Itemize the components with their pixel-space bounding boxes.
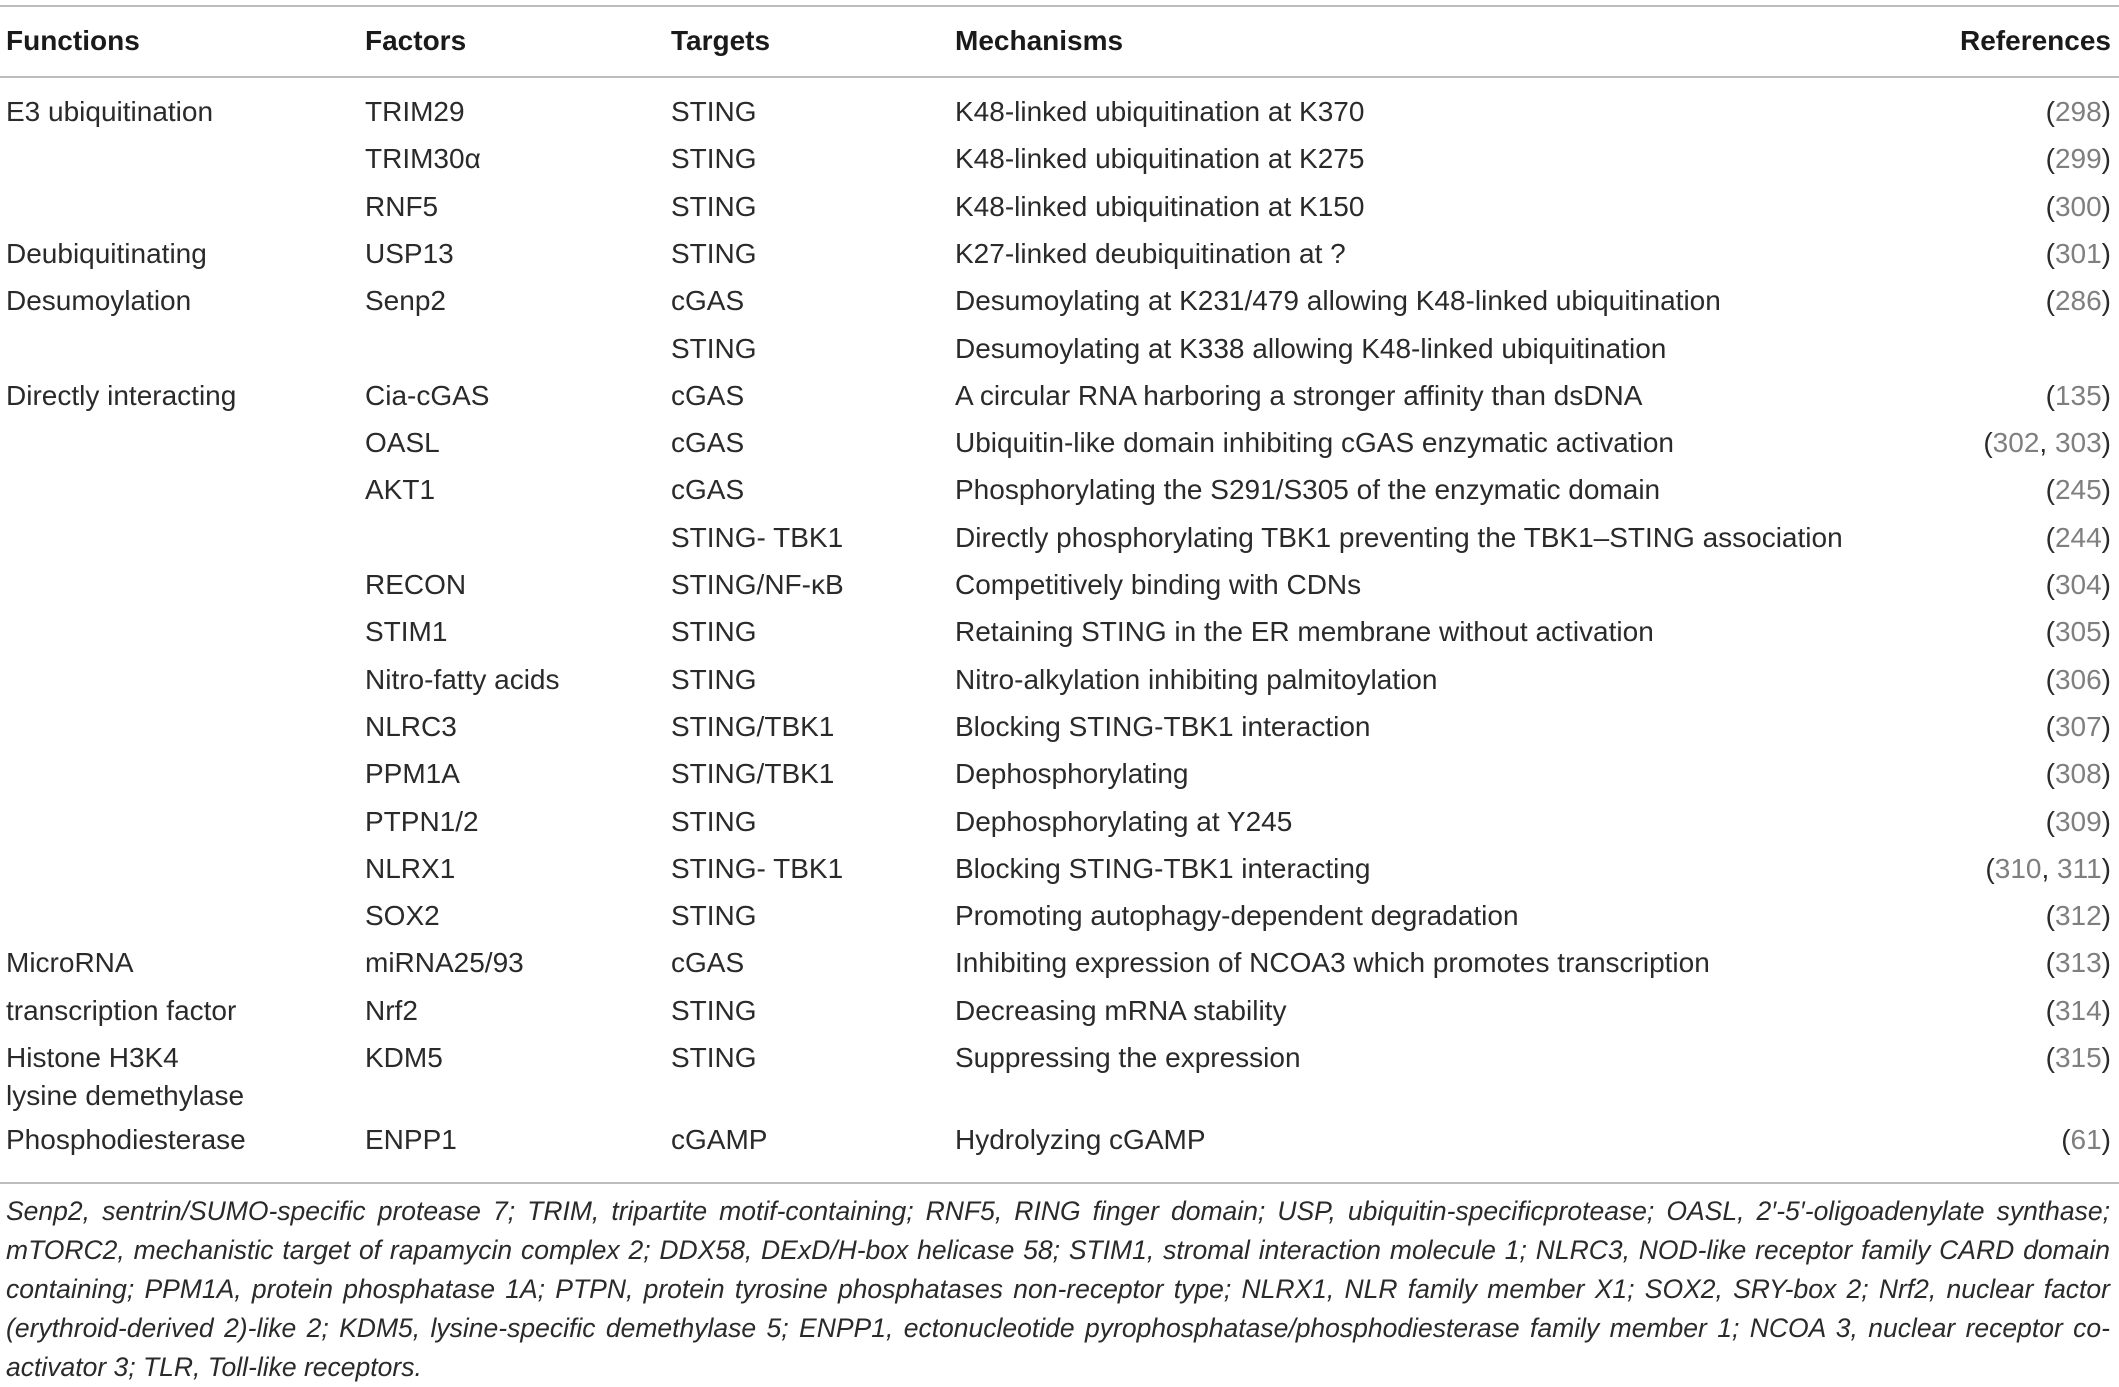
reference-link[interactable]: 286 bbox=[2054, 285, 2102, 317]
reference-paren: ( bbox=[2045, 569, 2055, 600]
mechanism-cell: Inhibiting expression of NCOA3 which promotes transcription bbox=[955, 947, 1710, 979]
mechanism-cell: Phosphorylating the S291/S305 of the enzymatic domain bbox=[955, 474, 1661, 506]
reference-link[interactable]: 245 bbox=[2054, 474, 2102, 506]
reference-paren: ) bbox=[2101, 285, 2111, 317]
reference-paren: ) bbox=[2101, 96, 2111, 127]
reference-paren: ) bbox=[2101, 143, 2111, 175]
header-targets: Targets bbox=[671, 25, 771, 56]
table-footnote: Senp2, sentrin/SUMO-specific protease 7; TRIM, tripartite motif-containing; RNF5, RING finger domain; USP, ubiquitin-specificprotease; OASL, 2′-5′-oligoadenylate synthase; mTORC2, mechanistic target of rapamycin complex 2; DDX58, DExD/H-box helicase 58; STIM1, stromal interaction molecule 1; NLRC3, NOD-like receptor family CARD domain containing; PPM1A, protein phosphatase 1A; PTPN, protein tyrosine phosphatases non-receptor type; NLRX1, NLR family member X1; SOX2, SRY-box 2; Nrf2, nuclear factor (erythroid-derived 2)-like 2; KDM5, lysine-specific demethylase 5; ENPP1, ectonucleotide pyrophosphatase/phosphodiesterase family member 1; NCOA 3, nuclear receptor co-activator 3; TLR, Toll-like receptors. bbox=[6, 1196, 2110, 1382]
reference-link[interactable]: 300 bbox=[2054, 190, 2102, 222]
reference-paren: ) bbox=[2101, 1042, 2111, 1073]
reference-paren: ( bbox=[1983, 427, 1993, 459]
factor-cell: RNF5 bbox=[365, 190, 439, 222]
header-mechanisms: Mechanisms bbox=[955, 25, 1124, 56]
reference-paren: ( bbox=[2045, 663, 2055, 695]
reference-paren: ) bbox=[2101, 994, 2111, 1026]
mechanism-cell: Promoting autophagy-dependent degradation bbox=[955, 900, 1519, 932]
function-text: MicroRNA bbox=[6, 947, 134, 979]
reference-link[interactable]: 135 bbox=[2054, 379, 2102, 411]
function-text: E3 ubiquitination bbox=[6, 96, 214, 127]
reference-paren: ) bbox=[2101, 616, 2111, 648]
target-cell: STING bbox=[671, 994, 757, 1026]
top-rule bbox=[0, 5, 2119, 7]
reference-cell bbox=[1983, 424, 2111, 462]
mechanism-cell: Retaining STING in the ER membrane without activation bbox=[955, 616, 1654, 648]
factor-cell: STIM1 bbox=[365, 616, 448, 648]
factor-cell: USP13 bbox=[365, 237, 454, 269]
reference-separator: , bbox=[2041, 852, 2058, 884]
reference-paren: ) bbox=[2101, 900, 2111, 932]
factor-cell: OASL bbox=[365, 427, 440, 459]
factor-cell: KDM5 bbox=[365, 1042, 443, 1073]
target-cell: STING bbox=[671, 143, 757, 175]
function-cell bbox=[6, 282, 191, 320]
header-factors: Factors bbox=[365, 25, 467, 56]
target-cell: cGAS bbox=[671, 285, 745, 317]
mechanism-cell: Desumoylating at K338 allowing K48-linked ubiquitination bbox=[955, 332, 1667, 364]
reference-paren: ( bbox=[2045, 474, 2055, 506]
reference-paren: ) bbox=[2101, 190, 2111, 222]
reference-link[interactable]: 307 bbox=[2054, 710, 2102, 742]
reference-paren: ( bbox=[2045, 616, 2055, 648]
target-cell: STING bbox=[671, 900, 757, 932]
factor-cell: Senp2 bbox=[365, 285, 446, 317]
reference-paren: ( bbox=[2045, 237, 2055, 269]
function-text: Directly interacting bbox=[6, 379, 237, 411]
reference-link[interactable]: 309 bbox=[2054, 805, 2102, 837]
mechanism-cell: Directly phosphorylating TBK1 preventing the TBK1–STING association bbox=[955, 521, 1843, 553]
factor-cell: PTPN1/2 bbox=[365, 805, 479, 837]
factor-cell: PPM1A bbox=[365, 758, 460, 790]
reference-paren: ( bbox=[2045, 758, 2055, 790]
reference-cell bbox=[2046, 471, 2111, 509]
reference-paren: ( bbox=[2045, 994, 2055, 1026]
factor-cell: SOX2 bbox=[365, 900, 440, 932]
factor-cell: Nitro-fatty acids bbox=[365, 663, 560, 695]
reference-paren: ) bbox=[2101, 569, 2111, 600]
reference-cell bbox=[2046, 992, 2111, 1030]
mechanism-cell: K48-linked ubiquitination at K150 bbox=[955, 190, 1365, 222]
target-cell: STING bbox=[671, 96, 757, 127]
mechanism-cell: Hydrolyzing cGAMP bbox=[955, 1124, 1206, 1156]
reference-link[interactable]: 310 bbox=[1994, 852, 2042, 884]
mechanism-cell: Nitro-alkylation inhibiting palmitoylation bbox=[955, 663, 1438, 695]
reference-cell bbox=[2046, 897, 2111, 935]
reference-paren: ) bbox=[2101, 521, 2111, 553]
reference-cell bbox=[2061, 1121, 2111, 1159]
reference-cell bbox=[2046, 708, 2111, 746]
reference-link[interactable]: 313 bbox=[2054, 947, 2102, 979]
mechanism-cell: Dephosphorylating bbox=[955, 758, 1189, 790]
function-cell bbox=[6, 992, 236, 1030]
function-text-line2: lysine demethylase bbox=[6, 1080, 245, 1111]
target-cell: STING/NF-κB bbox=[671, 569, 844, 600]
target-cell: STING bbox=[671, 190, 757, 222]
reference-paren: ( bbox=[2045, 521, 2055, 553]
target-cell: cGAS bbox=[671, 474, 745, 506]
reference-cell bbox=[2046, 188, 2111, 226]
reference-separator: , bbox=[2039, 427, 2055, 459]
header-references: References bbox=[1960, 25, 2111, 56]
mechanism-cell: Desumoylating at K231/479 allowing K48-linked ubiquitination bbox=[955, 285, 1721, 317]
target-cell: STING/TBK1 bbox=[671, 758, 835, 790]
reference-paren: ) bbox=[2101, 947, 2111, 979]
target-cell: STING- TBK1 bbox=[671, 852, 844, 884]
reference-paren: ( bbox=[2045, 379, 2055, 411]
reference-cell bbox=[2046, 282, 2111, 320]
target-cell: cGAS bbox=[671, 379, 745, 411]
reference-link[interactable]: 61 bbox=[2070, 1124, 2102, 1156]
function-text: Phosphodiesterase bbox=[6, 1124, 246, 1156]
mechanism-cell: K27-linked deubiquitination at ? bbox=[955, 237, 1346, 269]
target-cell: STING- TBK1 bbox=[671, 521, 844, 553]
reference-paren: ) bbox=[2101, 663, 2111, 695]
reference-link[interactable]: 298 bbox=[2054, 96, 2102, 127]
reference-link[interactable]: 306 bbox=[2054, 663, 2102, 695]
reference-link[interactable]: 302 bbox=[1992, 427, 2040, 459]
reference-cell bbox=[2046, 377, 2111, 415]
factor-cell: NLRC3 bbox=[365, 710, 457, 742]
reference-paren: ) bbox=[2101, 237, 2111, 269]
reference-paren: ) bbox=[2101, 710, 2111, 742]
reference-link[interactable]: 305 bbox=[2054, 616, 2102, 648]
factor-cell: ENPP1 bbox=[365, 1124, 457, 1156]
reference-cell bbox=[2046, 944, 2111, 982]
reference-paren: ( bbox=[2045, 805, 2055, 837]
factor-cell: TRIM29 bbox=[365, 96, 465, 127]
reference-cell bbox=[2046, 519, 2111, 557]
mechanism-cell: Decreasing mRNA stability bbox=[955, 994, 1287, 1026]
bottom-rule bbox=[0, 1182, 2119, 1184]
factor-cell: Cia-cGAS bbox=[365, 379, 490, 411]
function-cell bbox=[6, 93, 213, 131]
factor-cell: miRNA25/93 bbox=[365, 947, 524, 979]
reference-paren: ( bbox=[2045, 143, 2055, 175]
reference-paren: ( bbox=[2061, 1124, 2071, 1156]
reference-paren: ) bbox=[2101, 474, 2111, 506]
reference-link[interactable]: 304 bbox=[2054, 569, 2102, 600]
reference-link[interactable]: 312 bbox=[2054, 900, 2102, 932]
function-text: Desumoylation bbox=[6, 285, 192, 317]
function-cell bbox=[6, 235, 207, 273]
reference-paren: ( bbox=[2045, 285, 2055, 317]
factor-cell: Nrf2 bbox=[365, 994, 418, 1026]
target-cell: STING bbox=[671, 805, 757, 837]
function-cell bbox=[6, 944, 134, 982]
factor-cell: TRIM30α bbox=[365, 143, 481, 175]
reference-link[interactable]: 308 bbox=[2054, 758, 2102, 790]
reference-cell bbox=[2046, 140, 2111, 178]
reference-link[interactable]: 301 bbox=[2054, 237, 2102, 269]
reference-link[interactable]: 315 bbox=[2054, 1042, 2102, 1073]
mechanism-cell: Competitively binding with CDNs bbox=[955, 569, 1362, 600]
function-cell bbox=[6, 1121, 246, 1159]
function-text: Histone H3K4 bbox=[6, 1042, 179, 1073]
target-cell: STING bbox=[671, 663, 757, 695]
mechanism-cell: K48-linked ubiquitination at K370 bbox=[955, 96, 1365, 127]
mechanism-cell: Ubiquitin-like domain inhibiting cGAS enzymatic activation bbox=[955, 427, 1675, 459]
reference-paren: ) bbox=[2101, 852, 2111, 884]
reference-paren: ( bbox=[2045, 947, 2055, 979]
reference-cell bbox=[2046, 803, 2111, 841]
reference-paren: ( bbox=[2045, 190, 2055, 222]
reference-paren: ( bbox=[2045, 96, 2055, 127]
mechanism-cell: Suppressing the expression bbox=[955, 1042, 1301, 1073]
target-cell: cGAS bbox=[671, 947, 745, 979]
reference-cell bbox=[1985, 850, 2111, 888]
reference-paren: ( bbox=[1985, 852, 1995, 884]
mechanism-cell: A circular RNA harboring a stronger affinity than dsDNA bbox=[955, 379, 1643, 411]
mechanism-cell: Dephosphorylating at Y245 bbox=[955, 805, 1293, 837]
function-text: Deubiquitinating bbox=[6, 237, 207, 269]
reference-paren: ) bbox=[2101, 758, 2111, 790]
target-cell: cGAMP bbox=[671, 1124, 768, 1156]
reference-paren: ) bbox=[2101, 379, 2111, 411]
reference-link[interactable]: 244 bbox=[2054, 521, 2102, 553]
reference-cell bbox=[2046, 613, 2111, 651]
function-text: transcription factor bbox=[6, 994, 237, 1026]
factor-cell: NLRX1 bbox=[365, 852, 456, 884]
reference-link[interactable]: 303 bbox=[2054, 427, 2102, 459]
mechanism-cell: K48-linked ubiquitination at K275 bbox=[955, 143, 1365, 175]
mechanism-cell: Blocking STING-TBK1 interacting bbox=[955, 852, 1371, 884]
reference-paren: ( bbox=[2045, 1042, 2055, 1073]
reference-cell bbox=[2046, 235, 2111, 273]
target-cell: STING/TBK1 bbox=[671, 710, 835, 742]
reference-cell bbox=[2046, 93, 2111, 131]
target-cell: STING bbox=[671, 616, 757, 648]
reference-link[interactable]: 299 bbox=[2054, 143, 2102, 175]
target-cell: STING bbox=[671, 1042, 757, 1073]
reference-link[interactable]: 311 bbox=[2057, 852, 2102, 884]
function-cell bbox=[6, 1039, 244, 1115]
target-cell: STING bbox=[671, 332, 757, 364]
target-cell: STING bbox=[671, 237, 757, 269]
reference-cell bbox=[2046, 566, 2111, 604]
reference-paren: ( bbox=[2045, 900, 2055, 932]
target-cell: cGAS bbox=[671, 427, 745, 459]
reference-cell bbox=[2046, 755, 2111, 793]
reference-paren: ) bbox=[2101, 1124, 2111, 1156]
factor-cell: RECON bbox=[365, 569, 467, 600]
reference-cell bbox=[2046, 1039, 2111, 1077]
header-rule bbox=[0, 76, 2119, 78]
reference-cell bbox=[2046, 661, 2111, 699]
header-functions: Functions bbox=[6, 25, 140, 56]
factor-cell: AKT1 bbox=[365, 474, 436, 506]
reference-link[interactable]: 314 bbox=[2054, 994, 2102, 1026]
reference-paren: ) bbox=[2101, 805, 2111, 837]
mechanism-cell: Blocking STING-TBK1 interaction bbox=[955, 710, 1371, 742]
function-cell bbox=[6, 377, 236, 415]
reference-paren: ( bbox=[2045, 710, 2055, 742]
reference-paren: ) bbox=[2101, 427, 2111, 459]
